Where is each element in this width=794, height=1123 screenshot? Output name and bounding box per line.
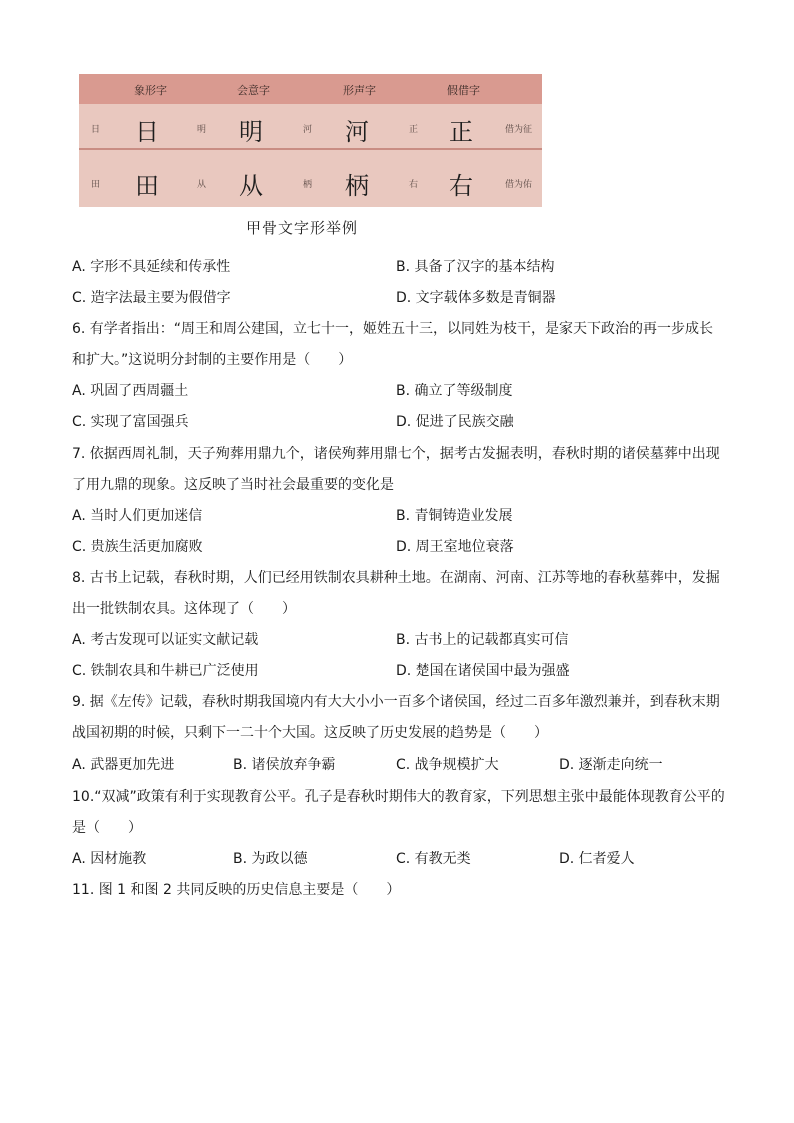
header-pictograph: 象形字 bbox=[134, 84, 167, 97]
q10-option-b: B. 为政以德 bbox=[233, 851, 308, 867]
figure-row-divider bbox=[79, 148, 542, 150]
q10-option-c: C. 有教无类 bbox=[396, 851, 471, 867]
q6-stem-line2: 和扩大。”这说明分封制的主要作用是（ ） bbox=[72, 352, 353, 368]
q6-option-a: A. 巩固了西周疆土 bbox=[72, 383, 189, 399]
q8-stem-line1: 8. 古书上记载，春秋时期，人们已经用铁制农具耕种土地。在湖南、河南、江苏等地的春秋墓葬中，发掘 bbox=[72, 570, 720, 586]
q6-option-c: C. 实现了富国强兵 bbox=[72, 414, 189, 430]
row2-oracle-pictograph: 田 bbox=[135, 172, 159, 200]
row1-oracle-pictograph: 日 bbox=[135, 118, 159, 146]
row1-modern-pictograph: 日 bbox=[91, 125, 101, 135]
row2-loan-note: 借为佑 bbox=[505, 180, 533, 190]
q8-option-d: D. 楚国在诸侯国中最为强盛 bbox=[396, 663, 570, 679]
q5-option-d: D. 文字载体多数是青铜器 bbox=[396, 290, 556, 306]
q7-option-d: D. 周王室地位衰落 bbox=[396, 539, 514, 555]
q7-option-b: B. 青铜铸造业发展 bbox=[396, 508, 513, 524]
row1-oracle-loan: 正 bbox=[449, 118, 473, 146]
q6-stem-line1: 6. 有学者指出：“周王和周公建国，立七十一，姬姓五十三，以同姓为枝干，是家天下政治的再一步成长 bbox=[72, 321, 714, 337]
figure-caption: 甲骨文字形举例 bbox=[246, 219, 359, 237]
q10-option-a: A. 因材施教 bbox=[72, 851, 147, 867]
row1-modern-loan: 正 bbox=[409, 125, 419, 135]
row2-oracle-ideograph: 从 bbox=[239, 172, 263, 200]
q9-option-c: C. 战争规模扩大 bbox=[396, 757, 499, 773]
q6-option-d: D. 促进了民族交融 bbox=[396, 414, 514, 430]
q10-stem-line1: 10.“双减”政策有利于实现教育公平。孔子是春秋时期伟大的教育家，下列思想主张中最能体现教育公平的 bbox=[72, 789, 725, 805]
q7-option-c: C. 贵族生活更加腐败 bbox=[72, 539, 203, 555]
header-loan: 假借字 bbox=[447, 84, 480, 97]
q9-stem-line1: 9. 据《左传》记载，春秋时期我国境内有大大小小一百多个诸侯国，经过二百多年激烈兼并，到春秋末期 bbox=[72, 694, 720, 710]
q6-option-b: B. 确立了等级制度 bbox=[396, 383, 513, 399]
row2-modern-pictograph: 田 bbox=[91, 180, 101, 190]
row1-modern-phonosemantic: 河 bbox=[303, 125, 313, 135]
row1-oracle-phonosemantic: 河 bbox=[345, 118, 369, 146]
q8-option-b: B. 古书上的记载都真实可信 bbox=[396, 632, 569, 648]
q8-stem-line2: 出一批铁制农具。这体现了（ ） bbox=[72, 601, 296, 617]
q7-stem-line2: 了用九鼎的现象。这反映了当时社会最重要的变化是 bbox=[72, 477, 394, 493]
oracle-script-figure bbox=[79, 74, 542, 207]
row2-oracle-loan: 右 bbox=[449, 172, 473, 200]
q11-stem-line1: 11. 图 1 和图 2 共同反映的历史信息主要是（ ） bbox=[72, 882, 401, 898]
q9-option-d: D. 逐渐走向统一 bbox=[559, 757, 663, 773]
header-ideograph: 会意字 bbox=[237, 84, 270, 97]
row1-oracle-ideograph: 明 bbox=[239, 118, 263, 146]
q10-stem-line2: 是（ ） bbox=[72, 820, 142, 836]
row2-modern-loan: 右 bbox=[409, 180, 419, 190]
q7-option-a: A. 当时人们更加迷信 bbox=[72, 508, 203, 524]
row1-loan-note: 借为征 bbox=[505, 125, 533, 135]
row2-modern-ideograph: 从 bbox=[197, 180, 207, 190]
q5-option-a: A. 字形不具延续和传承性 bbox=[72, 259, 231, 275]
row2-modern-phonosemantic: 柄 bbox=[303, 180, 313, 190]
q5-option-b: B. 具备了汉字的基本结构 bbox=[396, 259, 555, 275]
q9-option-a: A. 武器更加先进 bbox=[72, 757, 175, 773]
q9-option-b: B. 诸侯放弃争霸 bbox=[233, 757, 336, 773]
q5-option-c: C. 造字法最主要为假借字 bbox=[72, 290, 231, 306]
header-phonosemantic: 形声字 bbox=[343, 84, 376, 97]
q10-option-d: D. 仁者爱人 bbox=[559, 851, 635, 867]
q7-stem-line1: 7. 依据西周礼制，天子殉葬用鼎九个，诸侯殉葬用鼎七个，据考古发掘表明，春秋时期的诸侯墓葬中出现 bbox=[72, 446, 720, 462]
q9-stem-line2: 战国初期的时候，只剩下一二十个大国。这反映了历史发展的趋势是（ ） bbox=[72, 725, 548, 741]
row1-modern-ideograph: 明 bbox=[197, 125, 207, 135]
row2-oracle-phonosemantic: 柄 bbox=[345, 172, 369, 200]
q8-option-a: A. 考古发现可以证实文献记载 bbox=[72, 632, 259, 648]
q8-option-c: C. 铁制农具和牛耕已广泛使用 bbox=[72, 663, 259, 679]
